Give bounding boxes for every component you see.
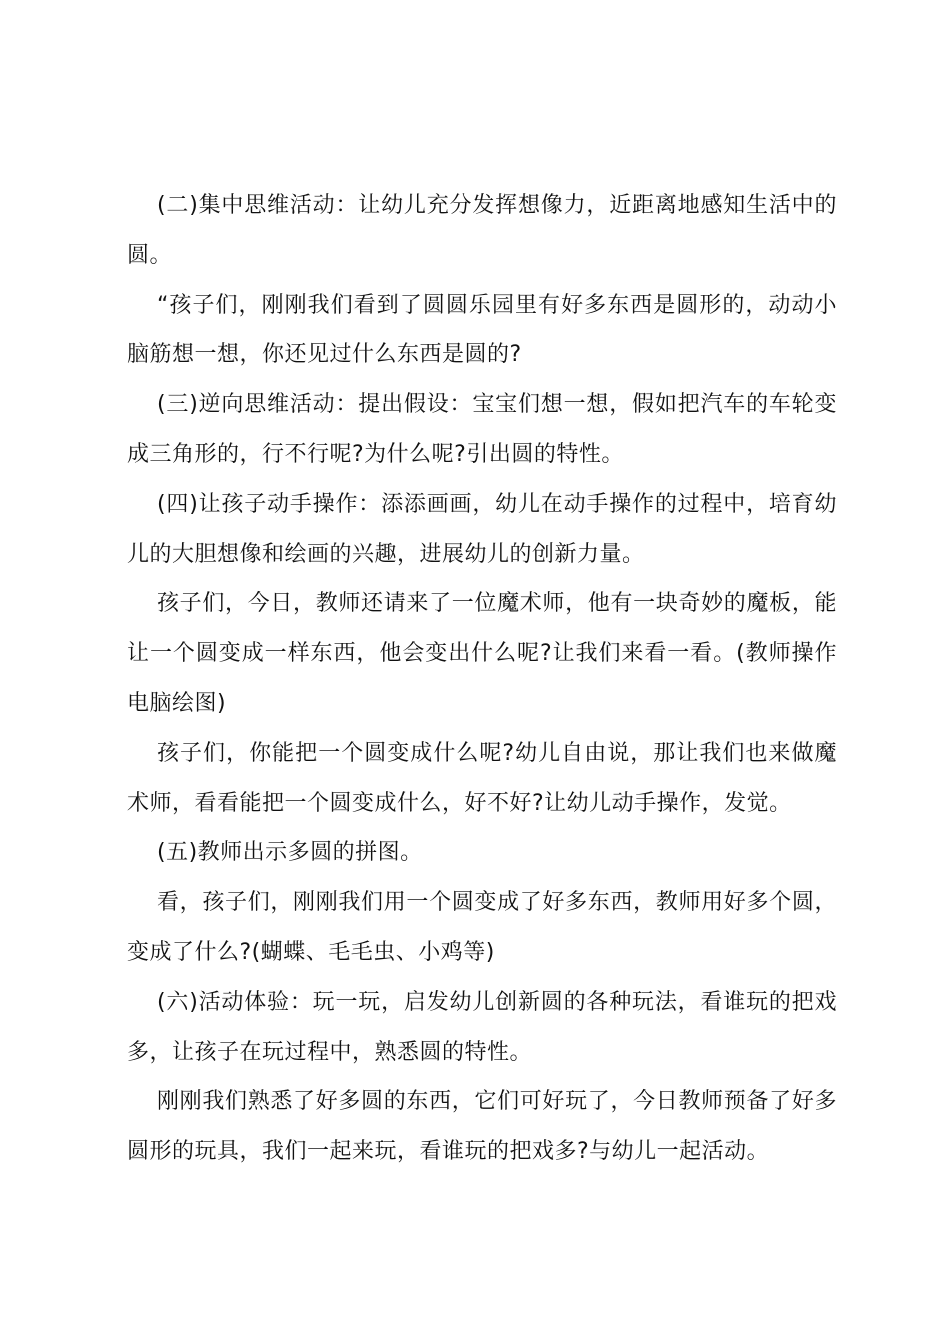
paragraph-3: (三)逆向思维活动：提出假设：宝宝们想一想，假如把汽车的车轮变成三角形的，行不行呢?为什么呢?引出圆的特性。 bbox=[127, 392, 837, 467]
paragraph-9: (六)活动体验：玩一玩，启发幼儿创新圆的各种玩法，看谁玩的把戏多，让孩子在玩过程中，熟悉圆的特性。 bbox=[127, 989, 837, 1065]
paragraph-1: (二)集中思维活动：让幼儿充分发挥想像力，近距离地感知生活中的圆。 bbox=[127, 193, 837, 268]
paragraph-5: 孩子们，今日，教师还请来了一位魔术师，他有一块奇妙的魔板，能让一个圆变成一样东西，他会变出什么呢?让我们来看一看。(教师操作电脑绘图) bbox=[127, 591, 837, 716]
paragraph-6: 孩子们，你能把一个圆变成什么呢?幼儿自由说，那让我们也来做魔术师，看看能把一个圆变成什么，好不好?让幼儿动手操作，发觉。 bbox=[127, 740, 837, 816]
document-body bbox=[127, 181, 837, 1177]
paragraph-10: 刚刚我们熟悉了好多圆的东西，它们可好玩了，今日教师预备了好多圆形的玩具，我们一起来玩，看谁玩的把戏多?与幼儿一起活动。 bbox=[127, 1089, 837, 1165]
paragraph-4: (四)让孩子动手操作：添添画画，幼儿在动手操作的过程中，培育幼儿的大胆想像和绘画的兴趣，进展幼儿的创新力量。 bbox=[127, 491, 837, 567]
paragraph-8: 看，孩子们，刚刚我们用一个圆变成了好多东西，教师用好多个圆，变成了什么?(蝴蝶、毛毛虫、小鸡等) bbox=[127, 890, 837, 965]
paragraph-2: “孩子们，刚刚我们看到了圆圆乐园里有好多东西是圆形的，动动小脑筋想一想，你还见过什么东西是圆的? bbox=[127, 292, 837, 368]
paragraph-7: (五)教师出示多圆的拼图。 bbox=[157, 840, 423, 866]
